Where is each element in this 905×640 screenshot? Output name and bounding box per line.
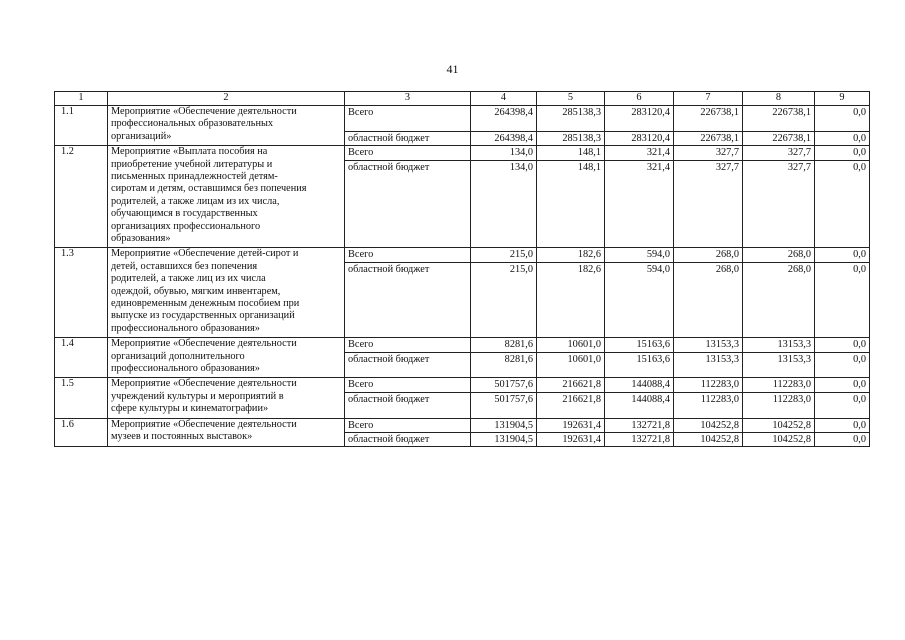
activity-name-line: Мероприятие «Обеспечение деятельности [111, 338, 297, 350]
value-cell: 0,0 [815, 248, 870, 262]
activity-name-line: выпуске из государственных организаций [111, 310, 295, 322]
table-row [55, 106, 870, 132]
activity-name-line: профессиональных образовательных [111, 118, 274, 130]
value-cell: 192631,4 [537, 418, 605, 432]
value-cell: 134,0 [471, 160, 537, 248]
value-cell: 226738,1 [674, 106, 743, 132]
header-cell: 8 [743, 92, 815, 106]
budget-table [54, 91, 870, 447]
value-cell: 327,7 [743, 146, 815, 160]
value-cell: 13153,3 [743, 338, 815, 352]
value-cell: 226738,1 [674, 131, 743, 145]
header-cell: 6 [605, 92, 674, 106]
value-cell: 144088,4 [605, 378, 674, 392]
source-total: Всего [345, 378, 471, 392]
table-row [55, 378, 870, 392]
value-cell: 285138,3 [537, 106, 605, 132]
value-cell: 321,4 [605, 160, 674, 248]
value-cell: 216621,8 [537, 392, 605, 418]
value-cell: 0,0 [815, 418, 870, 432]
value-cell: 327,7 [743, 160, 815, 248]
activity-name-line: обучающимся в государственных [111, 208, 258, 220]
activity-name-line: сиротам и детям, оставшимся без попечения [111, 183, 307, 195]
header-cell: 5 [537, 92, 605, 106]
value-cell: 0,0 [815, 106, 870, 132]
value-cell: 327,7 [674, 146, 743, 160]
value-cell: 0,0 [815, 160, 870, 248]
source-regional-budget: областной бюджет [345, 433, 471, 447]
value-cell: 104252,8 [743, 433, 815, 447]
activity-name-line: детей, оставшихся без попечения [111, 260, 258, 272]
source-total: Всего [345, 418, 471, 432]
value-cell: 10601,0 [537, 352, 605, 378]
row-number: 1.4 [55, 338, 108, 378]
table-row [55, 146, 870, 160]
value-cell: 132721,8 [605, 418, 674, 432]
activity-name-line: родителей, а также лиц из их числа [111, 273, 266, 285]
activity-name-line: организациях профессионального [111, 220, 261, 232]
value-cell: 15163,6 [605, 352, 674, 378]
value-cell: 268,0 [674, 248, 743, 262]
value-cell: 0,0 [815, 338, 870, 352]
value-cell: 283120,4 [605, 131, 674, 145]
header-cell: 4 [471, 92, 537, 106]
value-cell: 132721,8 [605, 433, 674, 447]
source-regional-budget: областной бюджет [345, 131, 471, 145]
value-cell: 112283,0 [743, 378, 815, 392]
value-cell: 226738,1 [743, 131, 815, 145]
value-cell: 215,0 [471, 248, 537, 262]
value-cell: 226738,1 [743, 106, 815, 132]
table-row [55, 338, 870, 352]
activity-name [108, 106, 345, 146]
value-cell: 501757,6 [471, 378, 537, 392]
value-cell: 216621,8 [537, 378, 605, 392]
activity-name [108, 146, 345, 248]
value-cell: 268,0 [743, 248, 815, 262]
value-cell: 112283,0 [674, 378, 743, 392]
activity-name-line: Мероприятие «Обеспечение деятельности [111, 418, 297, 430]
value-cell: 144088,4 [605, 392, 674, 418]
source-regional-budget: областной бюджет [345, 392, 471, 418]
value-cell: 0,0 [815, 262, 870, 337]
activity-name [108, 338, 345, 378]
value-cell: 283120,4 [605, 106, 674, 132]
value-cell: 182,6 [537, 262, 605, 337]
value-cell: 13153,3 [674, 352, 743, 378]
value-cell: 131904,5 [471, 418, 537, 432]
activity-name-line: письменных принадлежностей детям- [111, 171, 278, 183]
table-row [55, 418, 870, 432]
activity-name [108, 248, 345, 338]
source-regional-budget: областной бюджет [345, 160, 471, 248]
row-number: 1.5 [55, 378, 108, 418]
row-number: 1.2 [55, 146, 108, 248]
value-cell: 0,0 [815, 433, 870, 447]
source-total: Всего [345, 146, 471, 160]
value-cell: 13153,3 [674, 338, 743, 352]
header-cell: 7 [674, 92, 743, 106]
row-number: 1.1 [55, 106, 108, 146]
value-cell: 134,0 [471, 146, 537, 160]
source-total: Всего [345, 338, 471, 352]
activity-name-line: музеев и постоянных выставок» [111, 431, 253, 443]
page-number: 41 [446, 62, 459, 76]
value-cell: 15163,6 [605, 338, 674, 352]
value-cell: 182,6 [537, 248, 605, 262]
value-cell: 10601,0 [537, 338, 605, 352]
activity-name-line: Мероприятие «Обеспечение деятельности [111, 378, 297, 390]
value-cell: 104252,8 [743, 418, 815, 432]
value-cell: 264398,4 [471, 106, 537, 132]
activity-name-line: Мероприятие «Обеспечение деятельности [111, 106, 297, 117]
header-cell: 2 [108, 92, 345, 106]
header-cell: 1 [55, 92, 108, 106]
value-cell: 104252,8 [674, 433, 743, 447]
value-cell: 321,4 [605, 146, 674, 160]
source-total: Всего [345, 248, 471, 262]
activity-name-line: родителей, а также лицам из их числа, [111, 195, 280, 207]
value-cell: 8281,6 [471, 338, 537, 352]
value-cell: 268,0 [743, 262, 815, 337]
value-cell: 0,0 [815, 352, 870, 378]
source-regional-budget: областной бюджет [345, 262, 471, 337]
value-cell: 192631,4 [537, 433, 605, 447]
activity-name-line: Мероприятие «Выплата пособия на [111, 146, 268, 158]
value-cell: 8281,6 [471, 352, 537, 378]
value-cell: 0,0 [815, 131, 870, 145]
row-number: 1.3 [55, 248, 108, 338]
value-cell: 215,0 [471, 262, 537, 337]
activity-name-line: Мероприятие «Обеспечение детей-сирот и [111, 248, 299, 260]
header-cell: 3 [345, 92, 471, 106]
value-cell: 594,0 [605, 248, 674, 262]
value-cell: 285138,3 [537, 131, 605, 145]
value-cell: 13153,3 [743, 352, 815, 378]
value-cell: 112283,0 [743, 392, 815, 418]
value-cell: 131904,5 [471, 433, 537, 447]
value-cell: 327,7 [674, 160, 743, 248]
activity-name-line: профессионального образования» [111, 322, 260, 334]
value-cell: 104252,8 [674, 418, 743, 432]
value-cell: 594,0 [605, 262, 674, 337]
activity-name-line: профессионального образования» [111, 363, 260, 375]
activity-name-line: организаций» [111, 130, 172, 142]
value-cell: 268,0 [674, 262, 743, 337]
row-number: 1.6 [55, 418, 108, 447]
activity-name-line: организаций дополнительного [111, 350, 245, 362]
activity-name [108, 378, 345, 418]
header-cell: 9 [815, 92, 870, 106]
table-row [55, 248, 870, 262]
value-cell: 148,1 [537, 160, 605, 248]
activity-name [108, 418, 345, 447]
activity-name-line: одеждой, обувью, мягким инвентарем, [111, 285, 281, 297]
activity-name-line: учреждений культуры и мероприятий в [111, 390, 284, 402]
source-total: Всего [345, 106, 471, 132]
activity-name-line: сфере культуры и кинематографии» [111, 403, 269, 415]
source-regional-budget: областной бюджет [345, 352, 471, 378]
value-cell: 0,0 [815, 146, 870, 160]
value-cell: 112283,0 [674, 392, 743, 418]
value-cell: 501757,6 [471, 392, 537, 418]
activity-name-line: образования» [111, 233, 171, 245]
activity-name-line: приобретение учебной литературы и [111, 158, 273, 170]
value-cell: 0,0 [815, 392, 870, 418]
value-cell: 148,1 [537, 146, 605, 160]
activity-name-line: единовременным денежным пособием при [111, 298, 300, 310]
header-row [55, 92, 870, 106]
value-cell: 0,0 [815, 378, 870, 392]
value-cell: 264398,4 [471, 131, 537, 145]
